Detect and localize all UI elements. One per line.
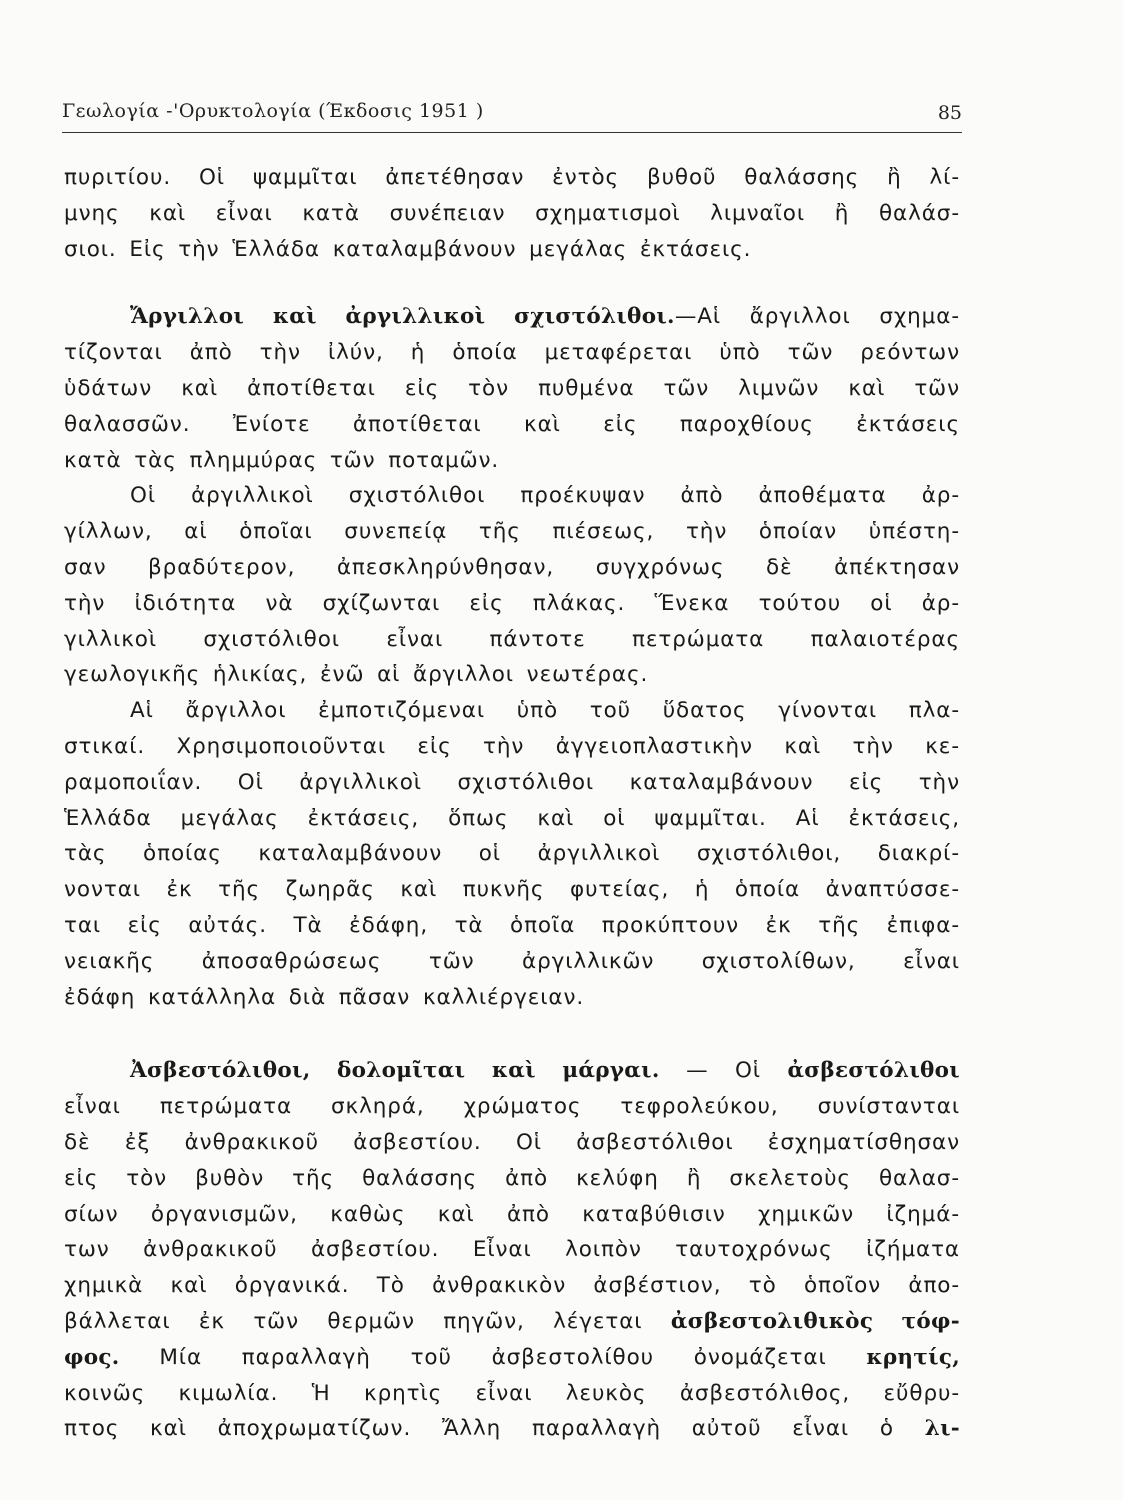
text-line: κοινῶς κιμωλία. Ἡ κρητὶς εἶναι λευκὸς ἀσβεστόλιθος, εὔθρυ- [64, 1380, 960, 1406]
text-line: τὰς ὁποίας καταλαμβάνουν οἱ ἀργιλλικοὶ σχιστόλιθοι, διακρί- [64, 841, 960, 867]
section-heading-line [64, 299, 960, 335]
text-fragment: Μία παραλλαγὴ τοῦ ἀσβεστολίθου ὀνομάζεται [159, 1344, 827, 1370]
text-line: θαλασσῶν. Ἐνίοτε ἀποτίθεται καὶ εἰς παροχθίους ἐκτάσεις [64, 411, 960, 437]
text-line: δὲ ἐξ ἀνθρακικοῦ ἀσβεστίου. Οἱ ἀσβεστόλιθοι ἐσχηματίσθησαν [64, 1129, 960, 1155]
text-line: στικαί. Χρησιμοποιοῦνται εἰς τὴν ἀγγειοπλαστικὴν καὶ τὴν κε- [64, 733, 960, 759]
paragraph-gap [64, 1015, 960, 1053]
text-line: κατὰ τὰς πλημμύρας τῶν ποταμῶν. [64, 447, 500, 473]
text-line: Ἑλλάδα μεγάλας ἐκτάσεις, ὅπως καὶ οἱ ψαμμῖται. Αἱ ἐκτάσεις, [64, 805, 960, 831]
body-text [64, 160, 960, 1447]
text-line: νειακῆς ἀποσαθρώσεως τῶν ἀργιλλικῶν σχιστολίθων, εἶναι [64, 948, 960, 974]
text-fragment: —Αἱ ἄργιλλοι σχημα- [674, 304, 960, 330]
text-line [64, 1304, 960, 1340]
text-line: χημικὰ καὶ ὀργανικά. Τὸ ἀνθρακικὸν ἀσβέστιον, τὸ ὁποῖον ἀπο- [64, 1273, 960, 1299]
text-line: γιλλικοὶ σχιστόλιθοι εἶναι πάντοτε πετρώματα παλαιοτέρας [64, 626, 960, 652]
text-line: των ἀνθρακικοῦ ἀσβεστίου. Εἶναι λοιπὸν ταυτοχρόνως ἰζήματα [64, 1237, 960, 1263]
text-fragment: πτος καὶ ἀποχρωματίζων. Ἄλλη παραλλαγὴ αὐτοῦ εἶναι ὁ [64, 1416, 894, 1442]
text-line: νονται ἐκ τῆς ζωηρᾶς καὶ πυκνῆς φυτείας, ἡ ὁποία ἀναπτύσσε- [64, 877, 960, 903]
text-line [64, 1411, 960, 1447]
text-line: ὑδάτων καὶ ἀποτίθεται εἰς τὸν πυθμένα τῶν λιμνῶν καὶ τῶν [64, 375, 960, 401]
section-heading-line [64, 1053, 960, 1089]
text-line [64, 1340, 960, 1376]
text-line: ραμοποιΐαν. Οἱ ἀργιλλικοὶ σχιστόλιθοι καταλαμβάνουν εἰς τὴν [64, 769, 960, 795]
section-heading-clay: Ἄργιλλοι καὶ ἀργιλλικοὶ σχιστόλιθοι. [130, 304, 675, 330]
page-number: 85 [937, 102, 962, 124]
term-limestones: ἀσβεστόλιθοι [787, 1058, 961, 1084]
text-line: σαν βραδύτερον, ἀπεσκληρύνθησαν, συγχρόνως δὲ ἀπέκτησαν [64, 554, 960, 580]
text-line: σιοι. Εἰς τὴν Ἑλλάδα καταλαμβάνουν μεγάλας ἐκτάσεις. [64, 236, 752, 262]
term-calcareous-tuff: ἀσβεστολιθικὸς τόφ- [670, 1308, 960, 1334]
text-line: γεωλογικῆς ἡλικίας, ἐνῶ αἱ ἄργιλλοι νεωτέρας. [64, 662, 649, 688]
text-line: εἰς τὸν βυθὸν τῆς θαλάσσης ἀπὸ κελύφη ἢ σκελετοὺς θαλασ- [64, 1165, 960, 1191]
text-line: σίων ὀργανισμῶν, καθὼς καὶ ἀπὸ καταβύθισιν χημικῶν ἰζημά- [64, 1201, 960, 1227]
running-title: Γεωλογία -'Ορυκτολογία (Έκδοσις 1951 ) [62, 100, 484, 122]
term-lithographic: λι- [924, 1416, 961, 1442]
paragraph-gap [64, 267, 960, 299]
running-head [62, 96, 962, 132]
text-line: τὴν ἰδιότητα νὰ σχίζωνται εἰς πλάκας. Ἕνεκα τούτου οἱ ἀρ- [64, 590, 960, 616]
text-fragment: βάλλεται ἐκ τῶν θερμῶν πηγῶν, λέγεται [64, 1308, 643, 1334]
text-line: Οἱ ἀργιλλικοὶ σχιστόλιθοι προέκυψαν ἀπὸ ἀποθέματα ἀρ- [130, 483, 960, 509]
text-line: εἶναι πετρώματα σκληρά, χρώματος τεφρολεύκου, συνίστανται [64, 1094, 960, 1120]
term-chalk: κρητίς, [866, 1344, 960, 1370]
text-line: τίζονται ἀπὸ τὴν ἰλύν, ἡ ὁποία μεταφέρεται ὑπὸ τῶν ρεόντων [64, 340, 960, 366]
text-line: ἐδάφη κατάλληλα διὰ πᾶσαν καλλιέργειαν. [64, 984, 585, 1010]
header-rule [62, 132, 962, 133]
text-line: ται εἰς αὐτάς. Τὰ ἐδάφη, τὰ ὁποῖα προκύπτουν ἐκ τῆς ἐπιφα- [64, 912, 960, 938]
text-line: μνης καὶ εἶναι κατὰ συνέπειαν σχηματισμοὶ λιμναῖοι ἢ θαλάσ- [64, 200, 960, 226]
text-line: Αἱ ἄργιλλοι ἐμποτιζόμεναι ὑπὸ τοῦ ὕδατος γίνονται πλα- [130, 698, 960, 724]
text-fragment: — Οἱ [686, 1058, 761, 1084]
text-line: γίλλων, αἱ ὁποῖαι συνεπείᾳ τῆς πιέσεως, τὴν ὁποίαν ὑπέστη- [64, 519, 960, 545]
section-heading-limestone: Ἀσβεστόλιθοι, δολομῖται καὶ μάργαι. [130, 1058, 660, 1084]
text-line: πυριτίου. Οἱ ψαμμῖται ἀπετέθησαν ἐντὸς βυθοῦ θαλάσσης ἢ λί- [64, 165, 960, 190]
term-calcareous-tuff-end: φος. [64, 1344, 120, 1370]
